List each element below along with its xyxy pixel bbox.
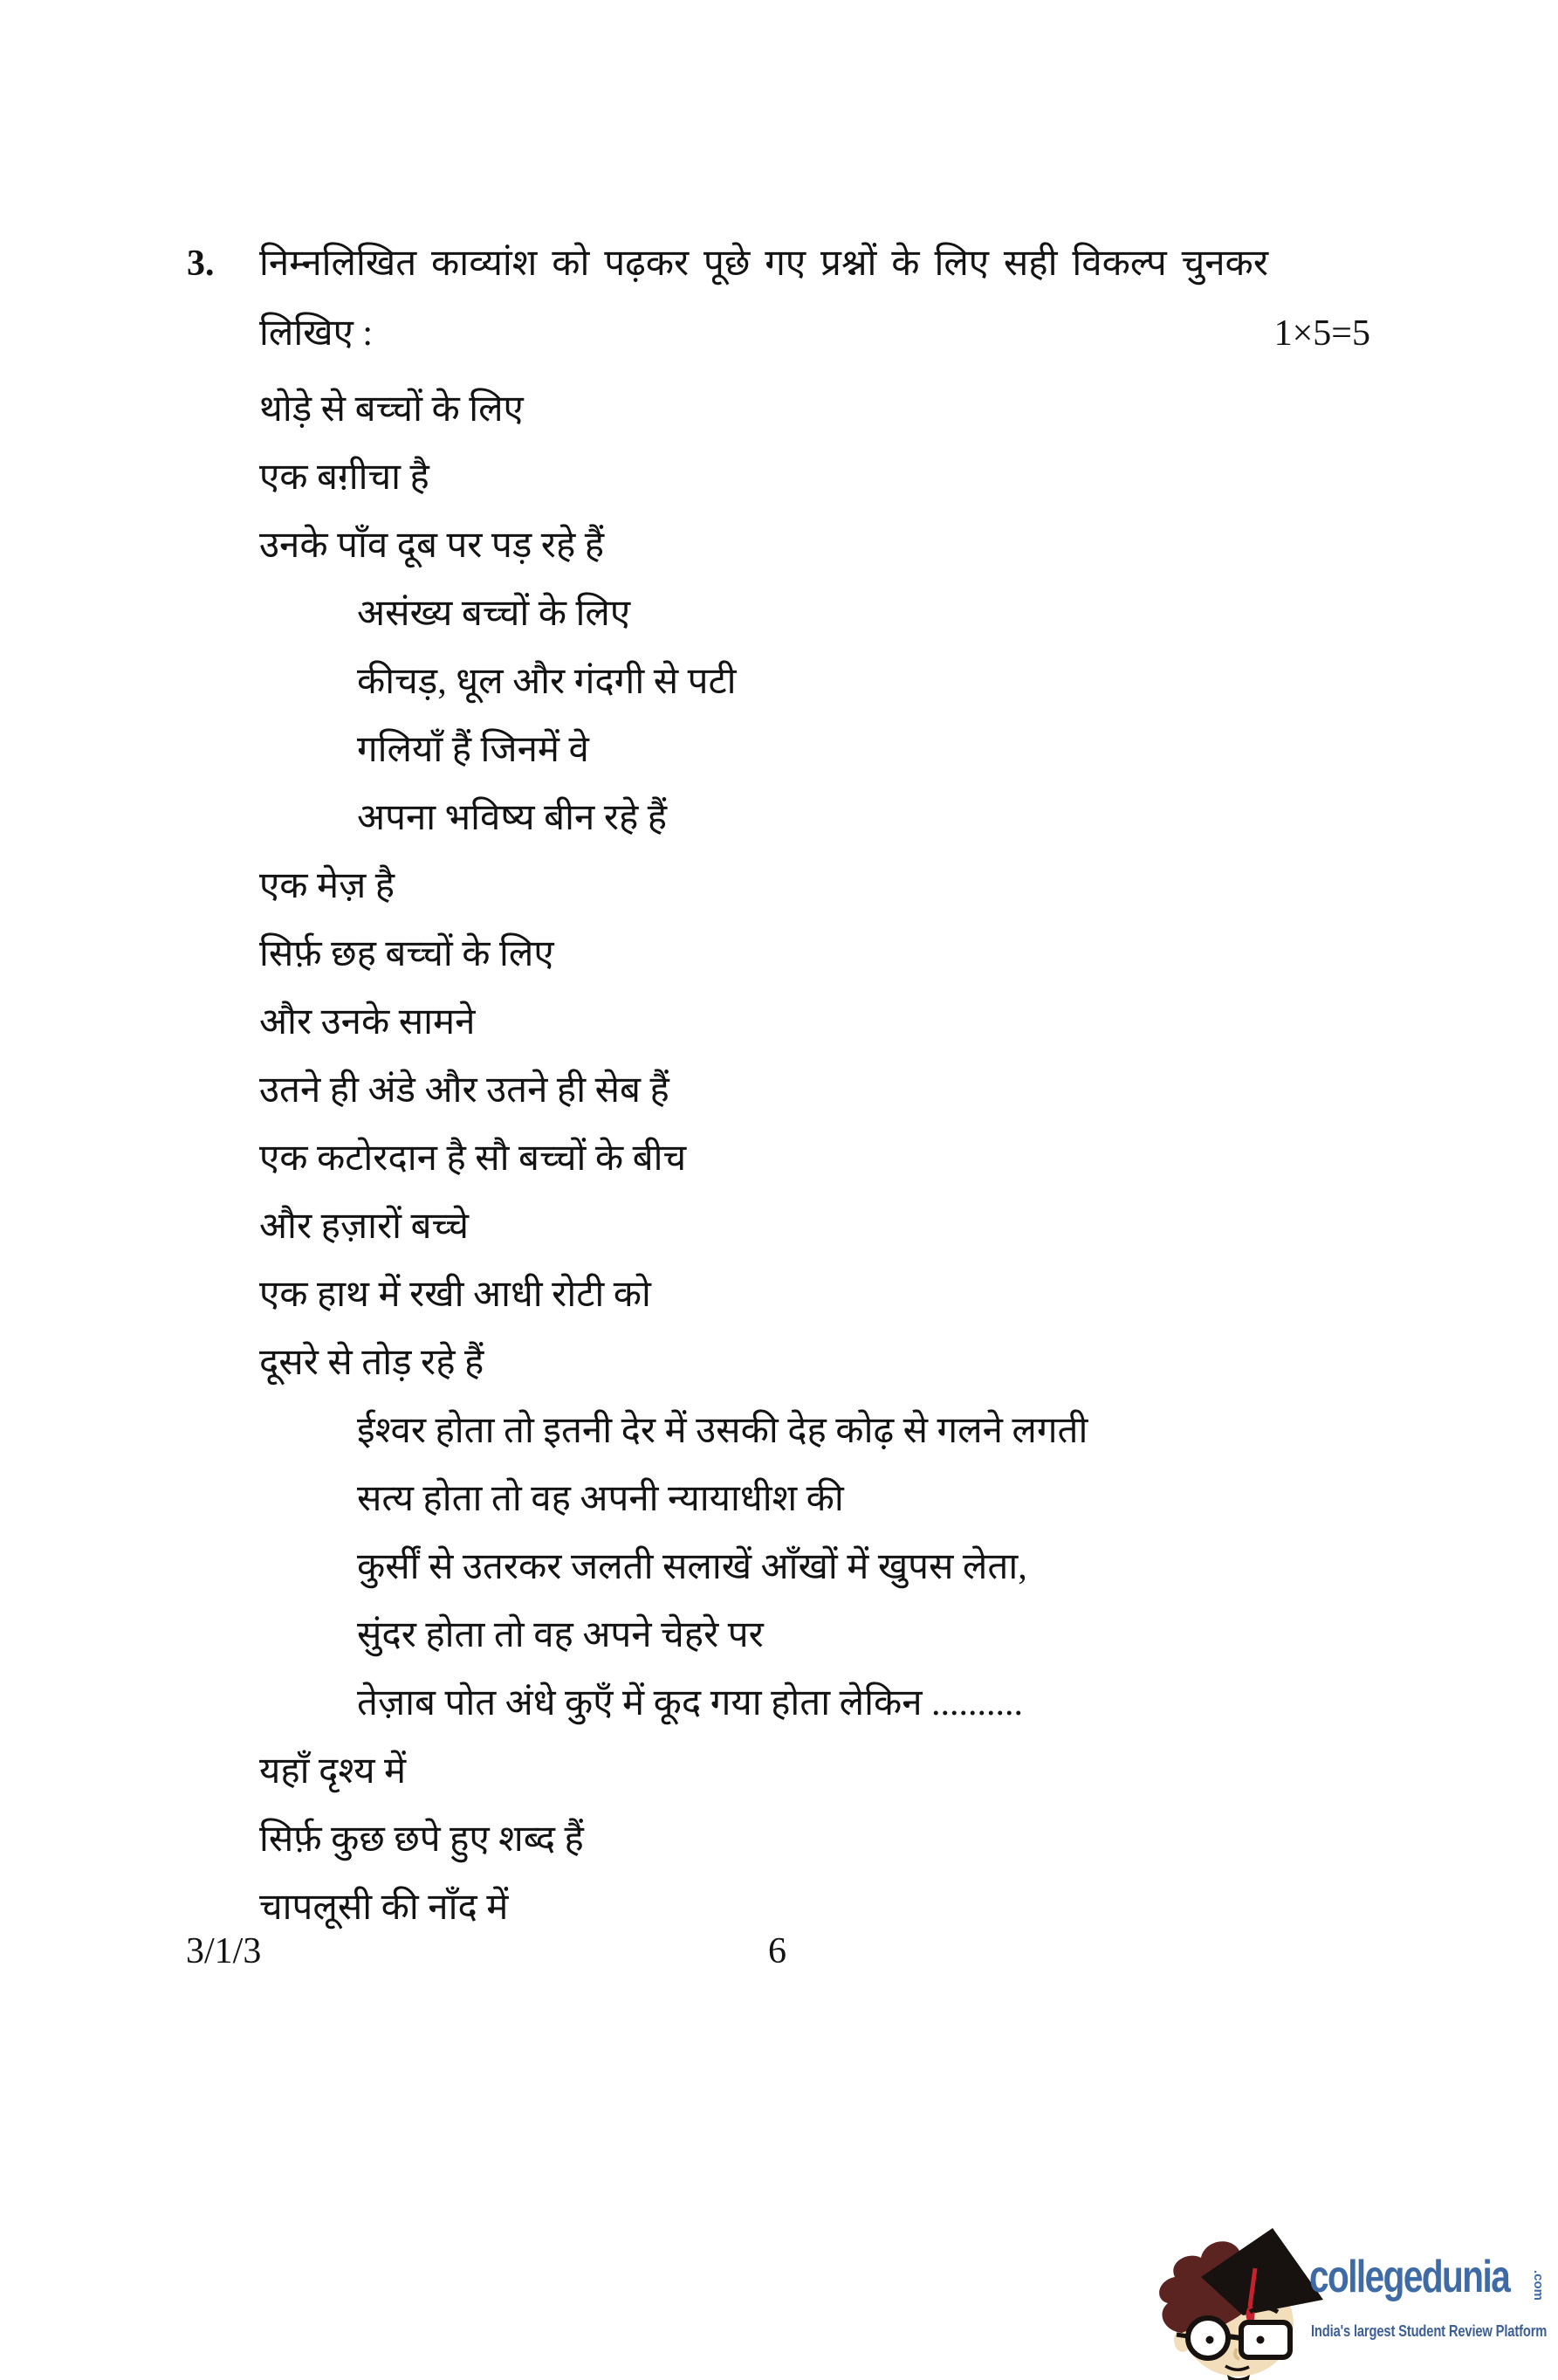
poem-line: सत्य होता तो वह अपनी न्यायाधीश की xyxy=(357,1479,844,1519)
collegedunia-wordmark: collegedunia xyxy=(1309,2252,1510,2302)
question-number: 3. xyxy=(187,244,215,284)
collegedunia-mascot-icon xyxy=(1150,2225,1325,2380)
poem-line: एक हाथ में रखी आधी रोटी को xyxy=(259,1275,651,1315)
poem-line: एक मेज़ है xyxy=(259,866,395,906)
poem-line: कीचड़, धूल और गंदगी से पटी xyxy=(357,662,737,702)
question-text-line2: लिखिए : xyxy=(259,313,373,354)
collegedunia-logo xyxy=(1150,2225,1558,2380)
poem-line: यहाँ दृश्य में xyxy=(259,1751,407,1792)
poem-line: चापलूसी की नाँद में xyxy=(259,1888,509,1928)
poem-line: दूसरे से तोड़ रहे हैं xyxy=(259,1343,484,1383)
poem-line: ईश्वर होता तो इतनी देर में उसकी देह कोढ़ से गलने लगती xyxy=(357,1411,1088,1451)
poem-line: एक बग़ीचा है xyxy=(259,457,429,498)
footer-page-number: 6 xyxy=(768,1931,786,1971)
poem-line: अपना भविष्य बीन रहे हैं xyxy=(357,798,668,838)
poem-passage xyxy=(259,375,1394,1942)
collegedunia-tld: .com xyxy=(1531,2270,1546,2301)
poem-line: तेज़ाब पोत अंधे कुएँ में कूद गया होता लेकिन .......... xyxy=(357,1683,1024,1723)
footer-paper-code: 3/1/3 xyxy=(186,1931,262,1971)
poem-line: थोड़े से बच्चों के लिए xyxy=(259,389,524,430)
poem-line: उतने ही अंडे और उतने ही सेब हैं xyxy=(259,1070,669,1111)
poem-line: असंख्य बच्चों के लिए xyxy=(357,594,631,634)
poem-line: सुंदर होता तो वह अपने चेहरे पर xyxy=(357,1615,764,1655)
poem-line: सिर्फ़ छह बच्चों के लिए xyxy=(259,934,554,974)
question-text-line1: निम्नलिखित काव्यांश को पढ़कर पूछे गए प्रश्नों के लिए सही विकल्प चुनकर xyxy=(259,244,1268,284)
poem-line: कुर्सीं से उतरकर जलती सलाखें आँखों में खुपस लेता, xyxy=(357,1547,1027,1587)
poem-line: सिर्फ़ कुछ छपे हुए शब्द हैं xyxy=(259,1819,584,1860)
poem-line: और उनके सामने xyxy=(259,1002,476,1042)
poem-line: उनके पाँव दूब पर पड़ रहे हैं xyxy=(259,526,605,566)
collegedunia-tagline: India's largest Student Review Platform xyxy=(1311,2322,1548,2340)
poem-line: और हज़ारों बच्चे xyxy=(259,1207,470,1247)
poem-line: गलियाँ हैं जिनमें वे xyxy=(357,730,589,770)
question-marks: 1×5=5 xyxy=(1273,313,1370,354)
poem-line: एक कटोरदान है सौ बच्चों के बीच xyxy=(259,1138,687,1179)
